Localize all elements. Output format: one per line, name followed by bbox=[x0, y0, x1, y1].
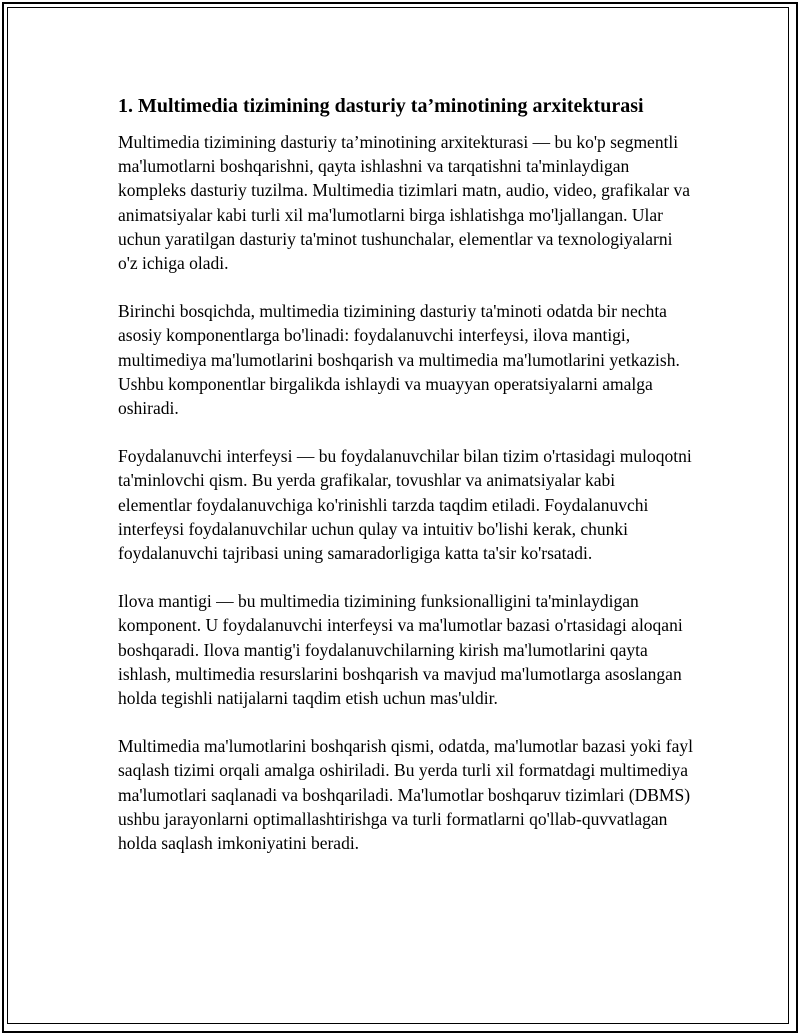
paragraph-user-interface: Foydalanuvchi interfeysi — bu foydalanuvchilar bilan tizim o'rtasidagi muloqotni ta'minlovchi qism. Bu yerda grafikalar, tovushlar va animatsiyalar kabi elementlar foydalanuvchiga ko'rinishli tarzda taqdim etiladi. Foydalanuvchi interfeysi foydalanuvchilar uchun qulay va intuitiv bo'lishi kerak, chunki foydalanuvchi tajribasi uning samaradorligiga katta ta'sir ko'rsatadi. bbox=[118, 446, 692, 564]
paragraph-intro: Multimedia tizimining dasturiy ta’minotining arxitekturasi — bu ko'p segmentli ma'lumotlarni boshqarishni, qayta ishlashni va tarqatishni ta'minlaydigan kompleks dasturiy tuzilma. Multimedia tizimlari matn, audio, video, grafikalar va animatsiyalar kabi turli xil ma'lumotlarni birga ishlatishga mo'ljallangan. Ular uchun yaratilgan dasturiy ta'minot tushunchalar, elementlar va texnologiyalarni o'z ichiga oladi. bbox=[118, 132, 691, 274]
section-title: 1. Multimedia tizimining dasturiy ta’minotining arxitekturasi bbox=[118, 95, 644, 117]
paragraph-application-logic: Ilova mantigi — bu multimedia tizimining funksionalligini ta'minlaydigan komponent. U foydalanuvchi interfeysi va ma'lumotlar bazasi o'rtasidagi aloqani boshqaradi. Ilova mantig'i foydalanuvchilarning kirish ma'lumotlarini qayta ishlash, multimedia resurslarini boshqarish va mavjud ma'lumotlarga asoslangan holda tegishli natijalarni taqdim etish uchun mas'uldir. bbox=[118, 591, 683, 709]
document-body bbox=[118, 92, 693, 879]
paragraph-components: Birinchi bosqichda, multimedia tizimining dasturiy ta'minoti odatda bir nechta asosiy komponentlarga bo'linadi: foydalanuvchi interfeysi, ilova mantigi, multimediya ma'lumotlarini boshqarish va multimedia ma'lumotlarini yetkazish. Ushbu komponentlar birgalikda ishlaydi va muayyan operatsiyalarni amalga oshiradi. bbox=[118, 301, 680, 419]
paragraph-data-management: Multimedia ma'lumotlarini boshqarish qismi, odatda, ma'lumotlar bazasi yoki fayl saqlash tizimi orqali amalga oshiriladi. Bu yerda turli xil formatdagi multimediya ma'lumotlari saqlanadi va boshqariladi. Ma'lumotlar boshqaruv tizimlari (DBMS) ushbu jarayonlarni optimallashtirishga va turli formatlarni qo'llab-quvvatlagan holda saqlash imkoniyatini beradi. bbox=[118, 736, 693, 854]
